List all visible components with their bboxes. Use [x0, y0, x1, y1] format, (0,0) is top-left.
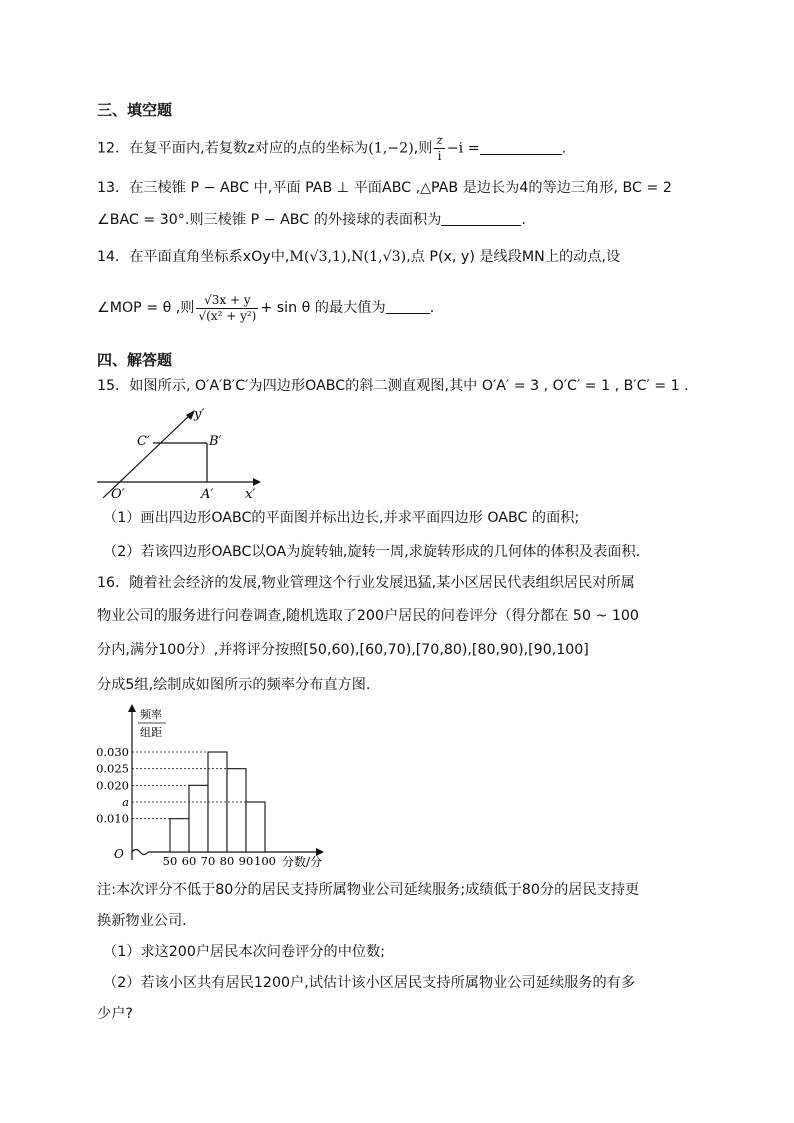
section-3-title: 三、填空题	[97, 101, 173, 119]
hist-xtick-label-50: 50	[162, 854, 178, 868]
q12-end: .	[561, 140, 567, 157]
label-y: y′	[194, 407, 205, 422]
q12-answer-blank[interactable]	[480, 140, 562, 155]
hist-xtick-label-60: 60	[181, 854, 197, 868]
question-15-line-1: 15．如图所示, O′A′B′C′为四边形OABC的斜二测直观图,其中 O′A′ = 3 , O′C′ = 1 , B′C′ = 1 .	[97, 378, 689, 394]
hist-ytick-label-4: 0.010	[96, 811, 129, 826]
question-14-line-2	[97, 290, 434, 326]
hist-ytick-label-3: a	[122, 795, 129, 810]
question-15-part-2: （2）若该四边形OABC以OA为旋转轴,旋转一周,求旋转形成的几何体的体积及表面积.	[103, 544, 641, 560]
question-16-line-4: 分成5组,绘制成如图所示的频率分布直方图.	[97, 677, 371, 693]
x-axis-arrow-icon	[253, 478, 261, 486]
hist-xtick-label-100: 100	[254, 854, 276, 868]
q14-fraction	[196, 293, 258, 324]
hist-ytick-label-0: 0.030	[96, 745, 129, 760]
hist-bar-50-60	[170, 819, 189, 852]
hist-ylabel-bottom: 组距	[140, 726, 162, 739]
y-axis-line	[103, 414, 191, 498]
q14-frac-num: √3x + y	[196, 293, 258, 309]
hist-origin-label: O	[114, 847, 124, 861]
hist-y-arrow-icon	[128, 704, 136, 712]
section-4-title: 四、解答题	[97, 351, 173, 369]
question-16-part-2-line-2: 少户?	[97, 1006, 133, 1022]
label-a: A′	[201, 487, 214, 502]
hist-xtick-label-90: 90	[238, 854, 254, 868]
hist-ytick-label-1: 0.025	[96, 761, 129, 776]
q14-frac-den: √(x² + y²)	[198, 308, 257, 323]
q14-answer-blank[interactable]	[386, 299, 430, 314]
q12-rest: −i =	[446, 140, 480, 157]
q14-end: .	[429, 300, 435, 316]
question-12	[97, 133, 566, 164]
hist-xlabel: 分数/分	[282, 855, 323, 869]
q13-answer-blank[interactable]	[441, 211, 521, 226]
q12-text: 12．在复平面内,若复数z对应的点的坐标为	[97, 140, 369, 157]
question-16-line-3: 分内,满分100分）,并将评分按照[50,60),[60,70),[70,80),[80,90),[90,100]	[97, 642, 589, 658]
question-13-line-2	[97, 210, 526, 230]
q12-fraction	[434, 133, 444, 164]
q13-end: .	[521, 212, 526, 228]
question-16-part-2-line-1: （2）若该小区共有居民1200户,试估计该小区居民支持所属物业公司延续服务的有多	[103, 975, 636, 991]
q14-line1a: 14．在平面直角坐标系xOy中,	[97, 249, 290, 265]
label-x: x′	[245, 487, 256, 502]
question-16-note-line-1: 注:本次评分不低于80分的居民支持所属物业公司延续服务;成绩低于80分的居民支持更	[97, 882, 640, 898]
question-13-line-1: 13．在三棱锥 P − ABC 中,平面 PAB ⊥ 平面ABC ,△PAB 是边长为4的等边三角形, BC = 2	[97, 180, 672, 196]
question-16-part-1: （1）求这200户居民本次问卷评分的中位数;	[103, 944, 386, 960]
q12-then: ,则	[413, 140, 433, 157]
q14-comma: ,	[346, 249, 352, 265]
hist-xtick-label-80: 80	[219, 854, 235, 868]
question-14-line-1	[97, 247, 620, 267]
q13-line2-text: ∠BAC = 30°.则三棱锥 P − ABC 的外接球的表面积为	[97, 212, 442, 228]
q14-line2a: ∠MOP = θ ,则	[97, 300, 195, 316]
question-16-line-1: 16．随着社会经济的发展,物业管理这个行业发展迅猛,某小区居民代表组织居民对所属	[97, 575, 635, 591]
hist-bar-90-100	[246, 802, 265, 852]
hist-bar-80-90	[227, 769, 246, 852]
oblique-view-figure	[95, 402, 270, 502]
question-16-note-line-2: 换新物业公司.	[97, 913, 187, 929]
hist-axis-break-icon	[132, 850, 148, 855]
hist-ylabel-top: 频率	[140, 708, 162, 721]
q14-line2b: + sin θ 的最大值为	[260, 300, 386, 316]
q14-point-m: M(√3,1)	[289, 249, 347, 265]
hist-ytick-label-2: 0.020	[96, 778, 129, 793]
q12-frac-den: i	[437, 149, 442, 163]
label-c: C′	[137, 434, 150, 449]
q12-frac-num: z	[436, 133, 443, 147]
q14-point-n: N(1,√3)	[351, 249, 407, 265]
question-15-part-1: （1）画出四边形OABC的平面图并标出边长,并求平面四边形 OABC 的面积;	[103, 510, 580, 526]
label-b: B′	[209, 434, 222, 449]
label-o: O′	[111, 487, 125, 502]
question-16-line-2: 物业公司的服务进行问卷调查,随机选取了200户居民的问卷评分（得分都在 50 ~ 100	[97, 608, 639, 624]
frequency-histogram	[92, 702, 352, 872]
q14-line1b: ,点 P(x, y) 是线段MN上的动点,设	[406, 249, 621, 265]
hist-xtick-label-70: 70	[200, 854, 216, 868]
q12-coord: (1,−2)	[368, 140, 414, 157]
hist-bar-60-70	[189, 785, 208, 852]
